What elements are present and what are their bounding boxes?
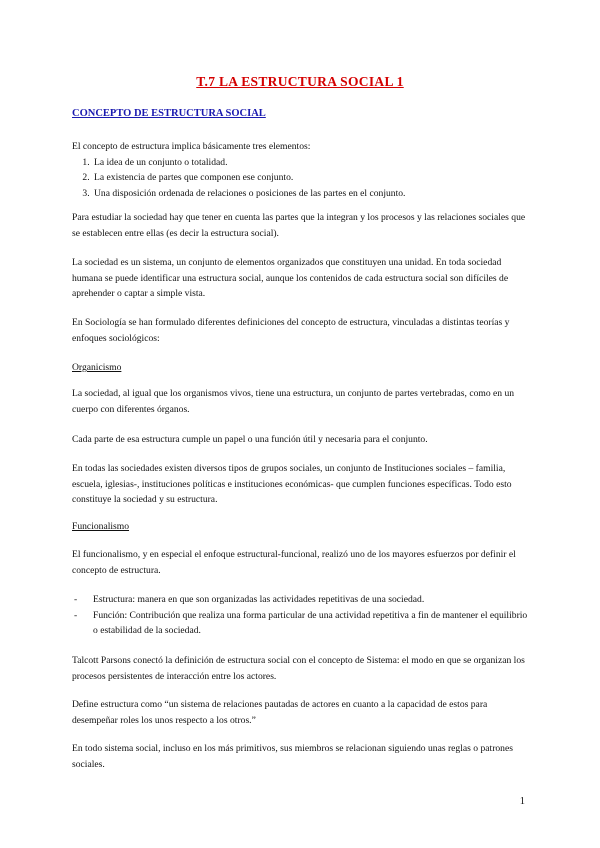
paragraph-text: Cada parte de esa estructura cumple un papel o una función útil y necesaria para el conjunto.: [72, 434, 428, 445]
paragraph: [72, 315, 532, 346]
definition-list-block: [72, 592, 532, 639]
paragraph-text: En Sociología se han formulado diferentes definiciones del concepto de estructura, vinculadas a distintas teorías y enfoques sociológicos:: [72, 317, 510, 344]
paragraph-text: Define estructura como “un sistema de relaciones pautadas de actores en cuanto a la capacidad de estos para desempeñar roles los unos respecto a los otros.”: [72, 699, 488, 726]
section-heading: CONCEPTO DE ESTRUCTURA SOCIAL: [72, 108, 266, 119]
paragraph-text: Talcott Parsons conectó la definición de estructura social con el concepto de Sistema: el modo en que se organizan los procesos persistentes de interacción entre los actores.: [72, 655, 525, 682]
intro-block: [72, 139, 532, 201]
intro-list: [72, 155, 532, 202]
paragraph: [72, 653, 532, 684]
list-item: 2. La existencia de partes que componen ese conjunto.: [92, 170, 532, 186]
paragraph-text: La sociedad, al igual que los organismos vivos, tiene una estructura, un conjunto de partes vertebradas, como en un cuerpo con diferentes órganos.: [72, 388, 515, 415]
paragraph-text: Para estudiar la sociedad hay que tener en cuenta las partes que la integran y los procesos y las relaciones sociales que se establecen entre ellas (es decir la estructura social).: [72, 212, 526, 239]
list-item: - Función: Contribución que realiza una forma particular de una actividad repetitiva a fin de mantener el equilibrio o estabilidad de la sociedad.: [72, 608, 532, 639]
intro-text: El concepto de estructura implica básicamente tres elementos:: [72, 141, 311, 152]
page-title: T.7 LA ESTRUCTURA SOCIAL 1: [196, 74, 404, 89]
paragraph-text: La sociedad es un sistema, un conjunto de elementos organizados que constituyen una unidad. En toda sociedad humana se puede identificar una estructura social, aunque los contenidos de cada estructura social son difíciles de aprehender o captar a simple vista.: [72, 257, 509, 299]
list-item: 3. Una disposición ordenada de relaciones o posiciones de las partes en el conjunto.: [92, 186, 532, 202]
list-item: - Estructura: manera en que son organizadas las actividades repetitivas de una sociedad.: [72, 592, 532, 608]
paragraph-text: En todas las sociedades existen diversos tipos de grupos sociales, un conjunto de Instituciones sociales – familia, escuela, iglesias-, instituciones políticas e instituciones económicas- que cumplen funciones específicas. Todo esto constituye la sociedad y su estructura.: [72, 463, 512, 505]
paragraph: [72, 547, 532, 578]
paragraph: [72, 697, 532, 728]
paragraph: [72, 255, 532, 302]
paragraph: [72, 741, 532, 772]
paragraph: [72, 461, 532, 508]
list-item: 1. La idea de un conjunto o totalidad.: [92, 155, 532, 171]
paragraph: [72, 386, 532, 417]
paragraph-text: El funcionalismo, y en especial el enfoque estructural-funcional, realizó uno de los mayores esfuerzos por definir el concepto de estructura.: [72, 549, 516, 576]
definition-list: [72, 592, 532, 639]
paragraph: [72, 432, 532, 448]
paragraph-text: En todo sistema social, incluso en los más primitivos, sus miembros se relacionan siguiendo unas reglas o patrones sociales.: [72, 743, 513, 770]
subheading-funcionalismo: Funcionalismo: [72, 521, 130, 532]
page-number: 1: [519, 796, 525, 807]
paragraph: [72, 210, 532, 241]
subheading-organicismo: Organicismo: [72, 362, 122, 373]
